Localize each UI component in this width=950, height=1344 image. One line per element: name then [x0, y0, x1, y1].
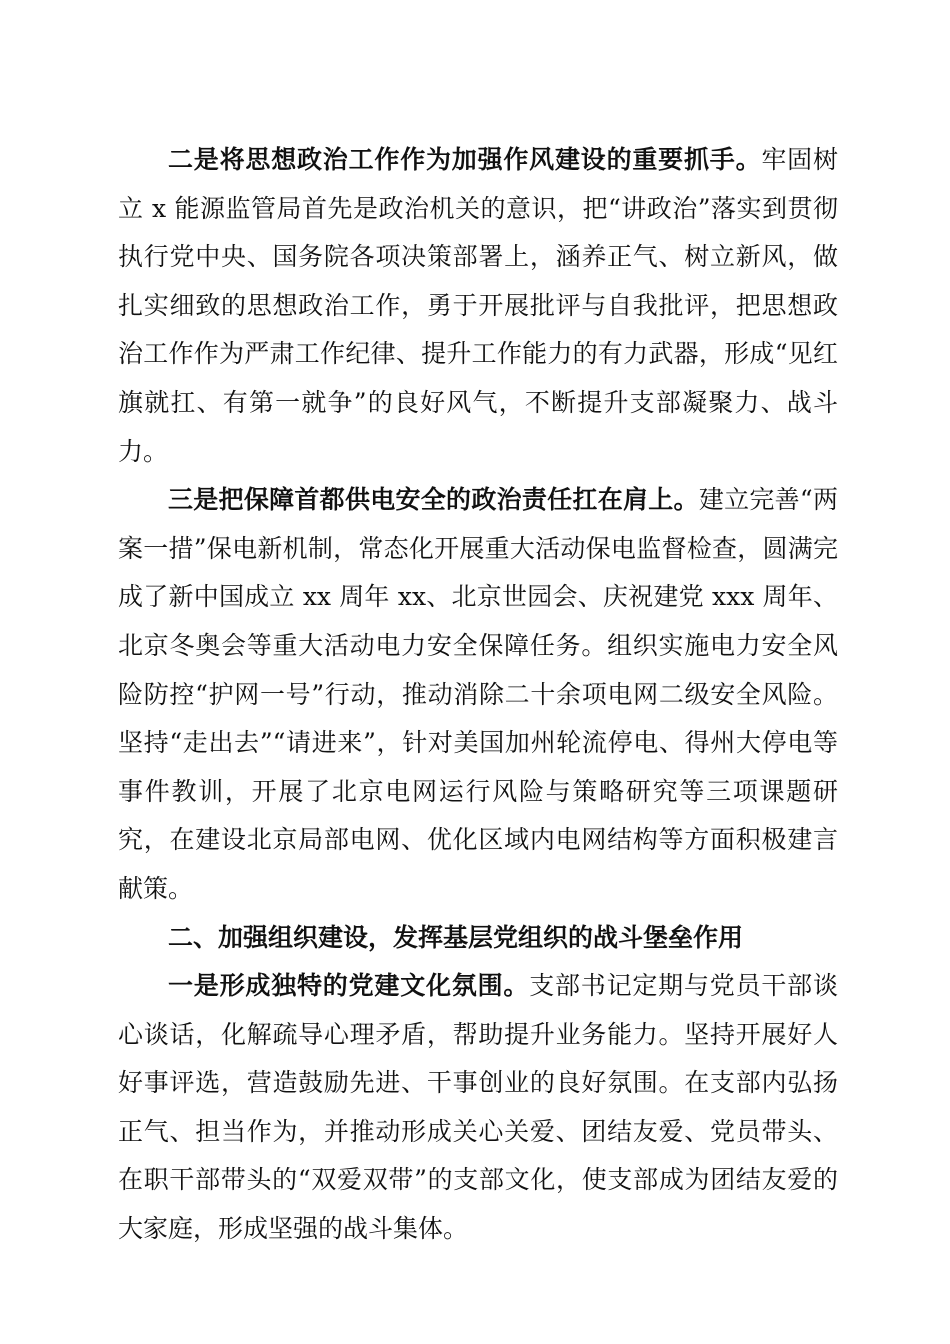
section-heading: 二、加强组织建设，发挥基层党组织的战斗堡垒作用 — [168, 922, 744, 952]
paragraph-text: 牢固树立 x 能源监管局首先是政治机关的意识，把“讲政治”落实到贯彻执行党中央、国务院各项决策部署上，涵养正气、树立新风，做扎实细致的思想政治工作，勇于开展批评与自我批评，把思想政治工作作为严肃工作纪律、提升工作能力的有力武器，形成“见红旗就扛、有第一就争”的良好风气，不断提升支部凝聚力、战斗力。 — [118, 145, 838, 466]
paragraph-text: 建立完善“两案一措”保电新机制，常态化开展重大活动保电监督检查，圆满完成了新中国成立 xx 周年 xx、北京世园会、庆祝建党 xxx 周年、北京冬奥会等重大活动电力安全保障任务。组织实施电力安全风险防控“护网一号”行动，推动消除二十余项电网二级安全风险。坚持“走出去”“请进来”，针对美国加州轮流停电、得州大停电等事件教训，开展了北京电网运行风险与策略研究等三项课题研究，在建设北京局部电网、优化区域内电网结构等方面积极建言献策。 — [118, 485, 838, 903]
paragraph-lead: 一是形成独特的党建文化氛围。 — [168, 971, 530, 1001]
paragraph-lead: 三是把保障首都供电安全的政治责任扛在肩上。 — [168, 485, 699, 515]
paragraph-party-culture — [118, 962, 838, 1254]
paragraph-power-security — [118, 476, 838, 913]
paragraph-text: 支部书记定期与党员干部谈心谈话，化解疏导心理矛盾，帮助提升业务能力。坚持开展好人好事评选，营造鼓励先进、干事创业的良好氛围。在支部内弘扬正气、担当作为，并推动形成关心关爱、团结友爱、党员带头、在职干部带头的“双爱双带”的支部文化，使支部成为团结友爱的大家庭，形成坚强的战斗集体。 — [118, 971, 838, 1244]
paragraph-ideological-work — [118, 136, 838, 476]
document-body — [118, 136, 838, 1254]
paragraph-lead: 二是将思想政治工作作为加强作风建设的重要抓手。 — [168, 145, 762, 174]
